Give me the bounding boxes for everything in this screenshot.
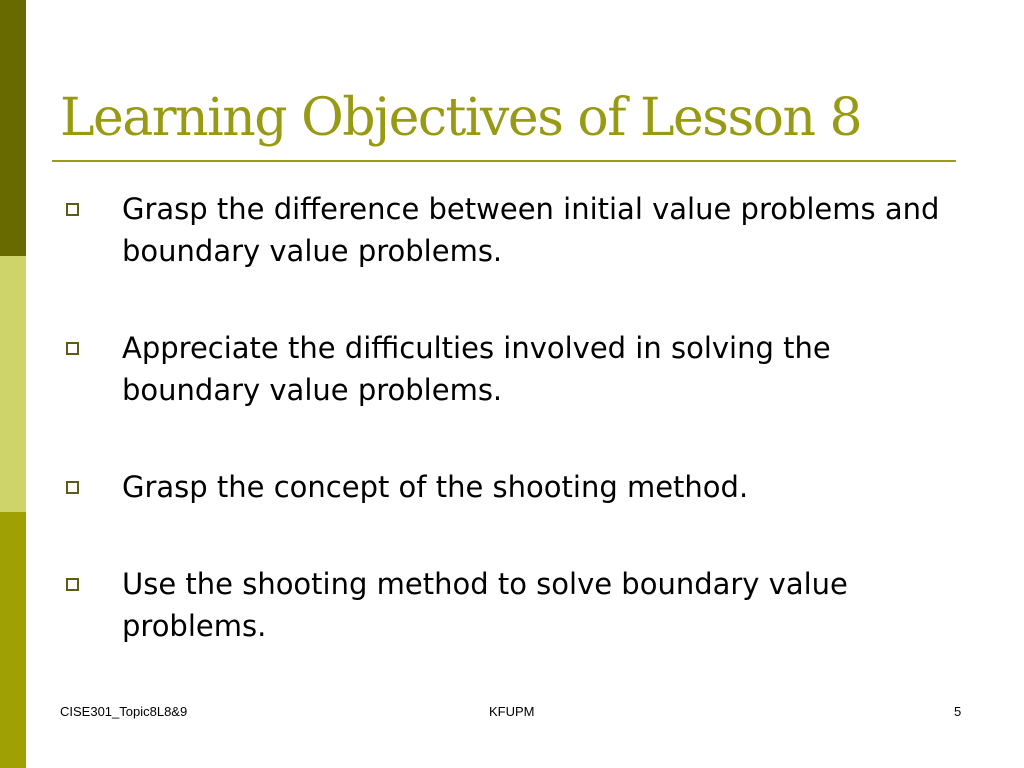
bullet-text: Use the shooting method to solve boundary value problems. <box>122 567 848 643</box>
slide-title: Learning Objectives of Lesson 8 <box>60 88 862 148</box>
bullet-text: Grasp the concept of the shooting method. <box>122 470 749 504</box>
slide-number: 5 <box>954 704 962 719</box>
bullet-text: Grasp the difference between initial value problems and boundary value problems. <box>122 192 940 268</box>
title-underline <box>52 160 956 162</box>
side-bar-middle <box>0 256 26 512</box>
hollow-square-bullet-icon <box>66 481 79 494</box>
hollow-square-bullet-icon <box>66 203 79 216</box>
footer-institution: KFUPM <box>489 704 535 719</box>
hollow-square-bullet-icon <box>66 342 79 355</box>
footer-course-code: CISE301_Topic8L8&9 <box>60 704 188 719</box>
side-bar-bottom <box>0 512 26 768</box>
bullet-text: Appreciate the difficulties involved in solving the boundary value problems. <box>122 331 831 407</box>
hollow-square-bullet-icon <box>66 578 79 591</box>
side-bar-top <box>0 0 26 256</box>
